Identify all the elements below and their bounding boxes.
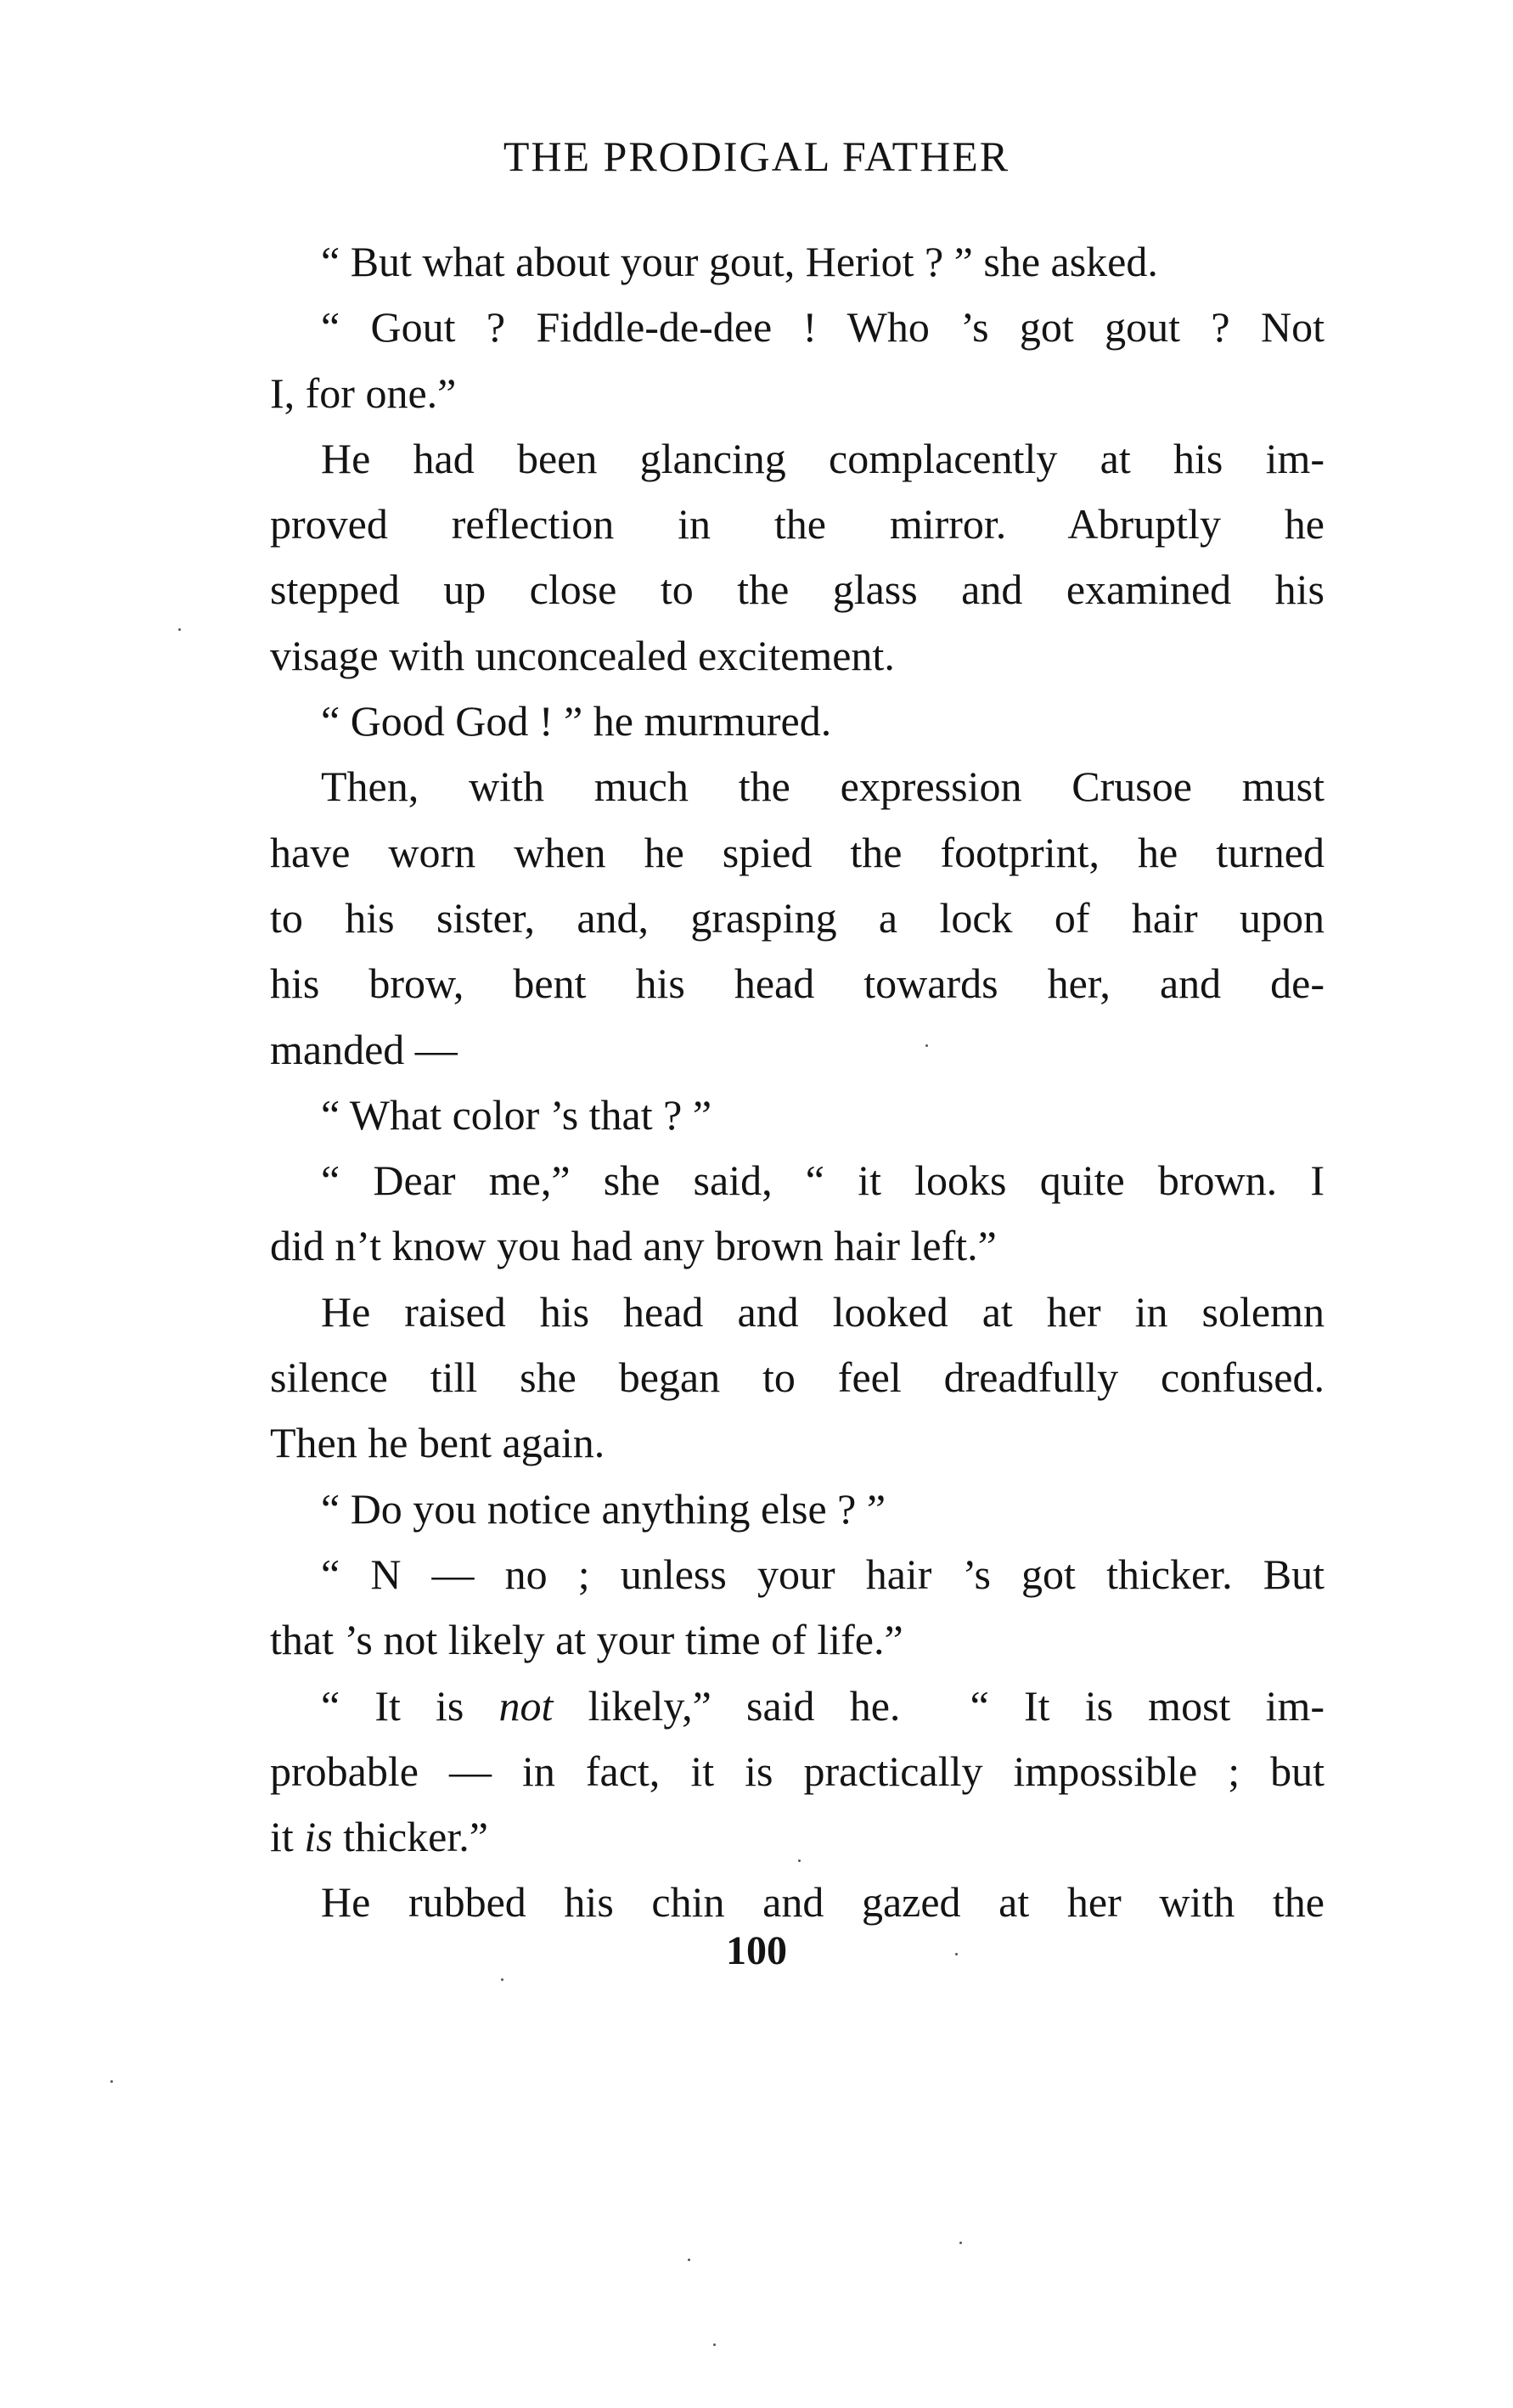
scan-speck — [688, 2259, 690, 2261]
scan-speck — [713, 2343, 716, 2346]
page-number: 100 — [726, 1928, 787, 1973]
text-line: “ Do you notice anything else ? ” — [321, 1484, 886, 1533]
text-line — [270, 1674, 1325, 1739]
scan-speck — [178, 628, 181, 631]
text-line: visage with unconcealed excitement. — [270, 631, 895, 679]
text-line: silence till she began to feel dreadfully confused. — [270, 1353, 1325, 1402]
scan-speck — [955, 1953, 958, 1955]
scan-speck — [959, 2242, 962, 2244]
body-text — [270, 229, 1325, 1936]
text-line: proved reflection in the mirror. Abruptly he — [270, 500, 1325, 549]
text-segment: likely,” said he. “ It is most im- — [553, 1681, 1325, 1730]
text-line: He raised his head and looked at her in solemn — [321, 1287, 1325, 1336]
text-line: have worn when he spied the footprint, he turned — [270, 828, 1325, 876]
scan-speck — [110, 2080, 113, 2083]
italic-word: is — [304, 1813, 333, 1861]
running-head: THE PRODIGAL FATHER — [503, 132, 1010, 180]
text-line: “ Gout ? Fiddle-de-dee ! Who ’s got gout ? Not — [321, 303, 1325, 352]
text-line: I, for one.” — [270, 369, 457, 417]
text-line: manded — — [270, 1025, 458, 1073]
text-line — [270, 1804, 1325, 1870]
text-line: his brow, bent his head towards her, and de- — [270, 959, 1325, 1008]
text-line: “ N — no ; unless your hair ’s got thicker. But — [321, 1550, 1325, 1598]
text-line: Then he bent again. — [270, 1419, 605, 1467]
text-line: did n’t know you had any brown hair left.” — [270, 1222, 997, 1270]
text-segment: “ It is — [321, 1681, 499, 1730]
text-line: “ What color ’s that ? ” — [321, 1090, 712, 1139]
text-line: stepped up close to the glass and examined his — [270, 565, 1325, 614]
scan-speck — [925, 1044, 928, 1047]
scan-speck — [501, 1978, 503, 1981]
italic-word: not — [498, 1681, 554, 1730]
text-line: He rubbed his chin and gazed at her with the — [321, 1878, 1325, 1927]
text-line: “ Dear me,” she said, “ it looks quite brown. I — [321, 1156, 1325, 1205]
text-line: He had been glancing complacently at his im- — [321, 434, 1325, 482]
text-line: “ Good God ! ” he murmured. — [321, 697, 832, 745]
text-line: “ But what about your gout, Heriot ? ” she asked. — [321, 238, 1158, 285]
scan-speck — [798, 1859, 801, 1862]
text-line: probable — in fact, it is practically impossible ; but — [270, 1747, 1325, 1795]
text-segment: thicker.” — [332, 1813, 488, 1861]
text-segment: it — [270, 1813, 305, 1861]
text-line: to his sister, and, grasping a lock of hair upon — [270, 893, 1325, 942]
text-line: Then, with much the expression Crusoe must — [321, 762, 1325, 811]
text-line: that ’s not likely at your time of life.” — [270, 1616, 903, 1664]
